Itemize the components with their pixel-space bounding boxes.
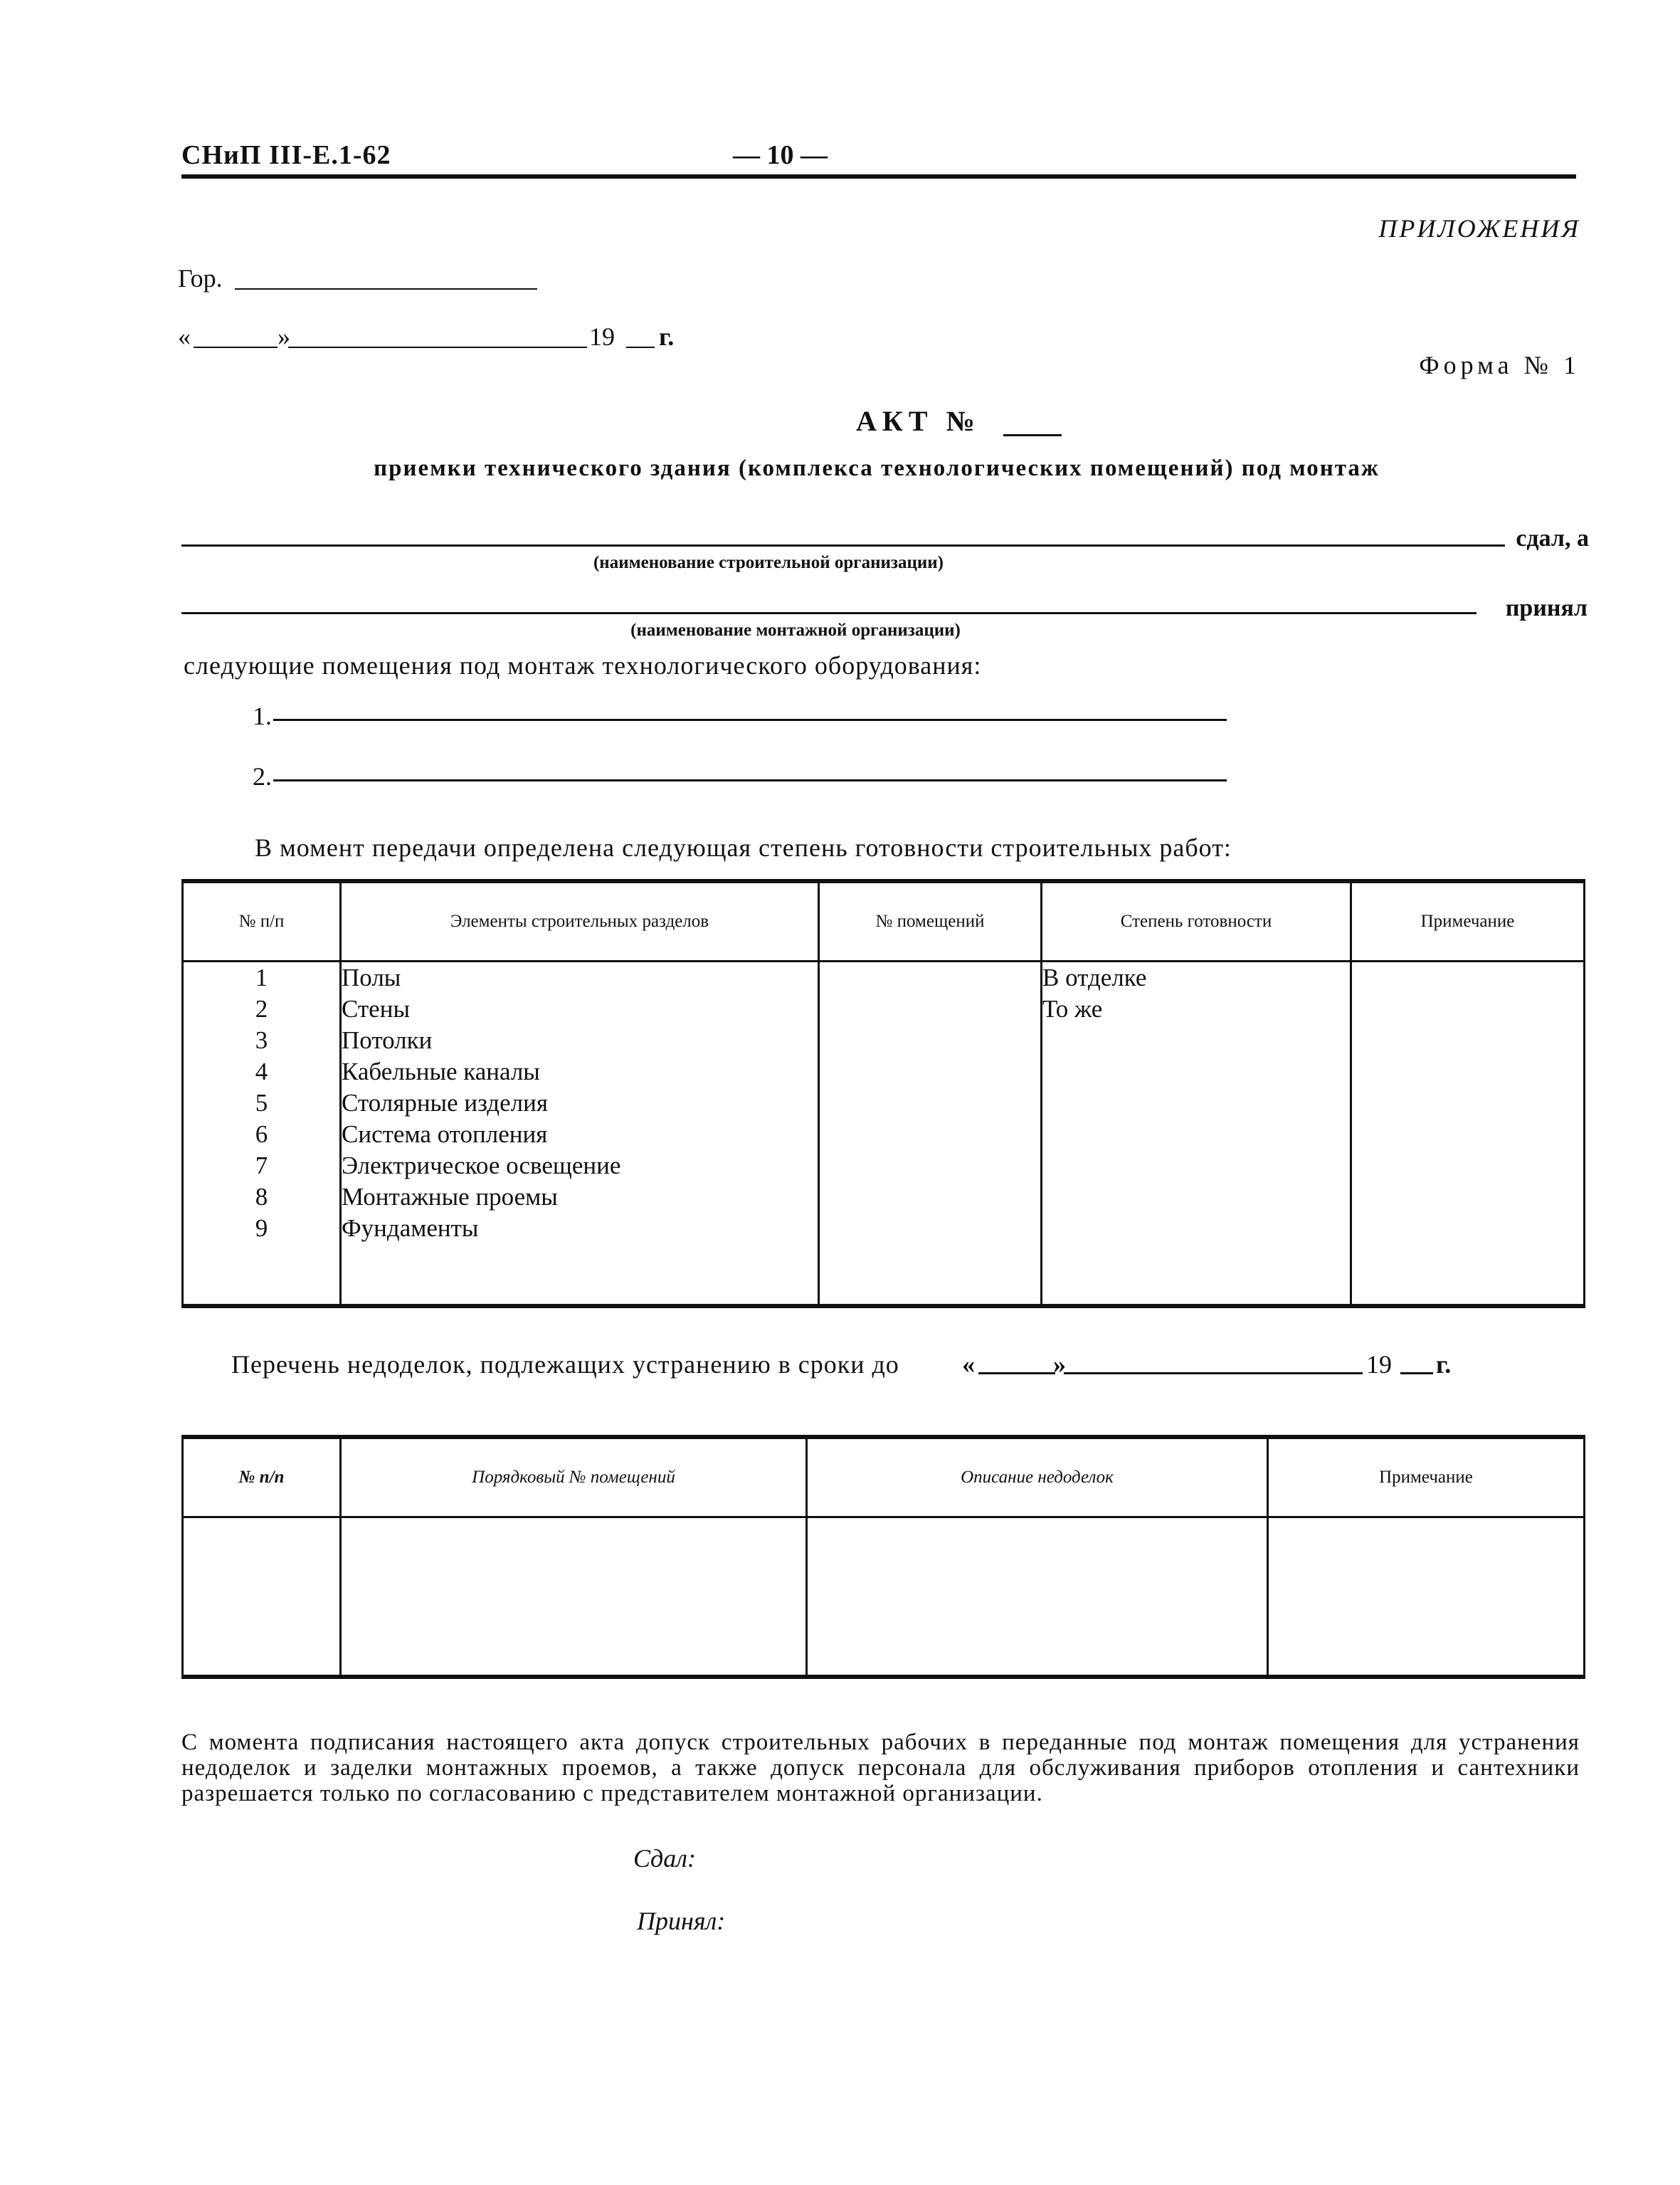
defects-table-body xyxy=(183,1517,1585,1678)
row-status: В отделке xyxy=(1042,964,1147,991)
act-number-line xyxy=(1003,434,1062,436)
row-number: 1 xyxy=(255,964,268,991)
defects-quote-close: » xyxy=(1053,1350,1066,1379)
construction-org-line xyxy=(181,544,1505,547)
row-element: Фундаменты xyxy=(342,1214,479,1242)
header-elements: Элементы строительных разделов xyxy=(341,881,819,962)
date-quote-close: » xyxy=(278,322,290,351)
row-element: Столярные изделия xyxy=(342,1089,548,1117)
form-number: Форма № 1 xyxy=(1419,351,1580,379)
accepted-label: принял xyxy=(1505,595,1587,621)
city-fill-line xyxy=(235,288,537,290)
appendix-label: ПРИЛОЖЕНИЯ xyxy=(1378,214,1580,243)
handed-signature-label: Сдал: xyxy=(633,1844,696,1873)
room-number-column xyxy=(819,962,1042,1307)
act-title: АКТ № xyxy=(856,405,981,437)
row-number: 2 xyxy=(255,995,268,1023)
row-element: Кабельные каналы xyxy=(342,1058,540,1085)
date-year-suffix: г. xyxy=(659,322,675,351)
defects-year-line xyxy=(1400,1372,1433,1374)
page-number: — 10 — xyxy=(733,140,828,170)
readiness-table xyxy=(181,879,1585,1308)
defect-room-cell xyxy=(341,1517,807,1678)
premises-item-1-label: 1. xyxy=(253,702,272,730)
act-subtitle: приемки технического здания (комплекса технологических помещений) под монтаж xyxy=(374,456,1380,481)
readiness-column xyxy=(1042,962,1351,1307)
defects-year-suffix: г. xyxy=(1436,1350,1452,1379)
premises-item-1-line xyxy=(273,719,1227,721)
date-day-line xyxy=(194,347,278,348)
row-number: 9 xyxy=(255,1214,268,1242)
defect-note-cell xyxy=(1268,1517,1585,1678)
row-number: 7 xyxy=(255,1152,268,1179)
premises-item-2-line xyxy=(273,779,1227,781)
row-number: 4 xyxy=(255,1058,268,1085)
row-element: Система отопления xyxy=(342,1120,548,1148)
note-column xyxy=(1351,962,1585,1307)
readiness-table-header xyxy=(183,881,1585,962)
header-number: № п/п xyxy=(183,1437,341,1517)
header-note: Примечание xyxy=(1351,881,1585,962)
header-note: Примечание xyxy=(1268,1437,1585,1517)
construction-org-caption: (наименование строительной организации) xyxy=(593,553,944,572)
city-label: Гор. xyxy=(178,264,223,293)
header-number: № п/п xyxy=(183,881,341,962)
defect-number-cell xyxy=(183,1517,341,1678)
following-premises-text: следующие помещения под монтаж технологического оборудования: xyxy=(184,651,982,680)
defects-month-line xyxy=(1064,1372,1363,1374)
date-quote-open: « xyxy=(178,322,191,351)
defects-quote-open: « xyxy=(962,1350,975,1379)
row-element: Электрическое освещение xyxy=(342,1152,621,1179)
defects-text: Перечень недоделок, подлежащих устранению в сроки до xyxy=(231,1350,899,1379)
header-readiness: Степень готовности xyxy=(1042,881,1351,962)
number-column xyxy=(183,962,341,1307)
readiness-table-body xyxy=(183,962,1585,1307)
row-number: 3 xyxy=(255,1026,268,1054)
date-month-line xyxy=(288,347,587,348)
access-paragraph: С момента подписания настоящего акта допуск строительных рабочих в переданные под монтаж помещения для устранения недоделок и заделки монтажных проемов, а также допуск персонала для обслуживания приборов отопления и сантехники разрешается только по согласованию с представителем монтажной организации. xyxy=(181,1729,1580,1806)
accepted-signature-label: Принял: xyxy=(637,1907,726,1935)
defects-year-prefix: 19 xyxy=(1366,1350,1392,1379)
row-element: Потолки xyxy=(342,1026,433,1054)
row-number: 5 xyxy=(255,1089,268,1117)
defects-table xyxy=(181,1435,1585,1679)
elements-column xyxy=(341,962,819,1307)
row-number: 8 xyxy=(255,1183,268,1211)
row-status: То же xyxy=(1042,995,1103,1023)
defects-day-line xyxy=(978,1372,1055,1374)
defects-table-header xyxy=(183,1437,1585,1517)
date-year-prefix: 19 xyxy=(589,322,615,351)
row-element: Стены xyxy=(342,995,410,1023)
row-element: Полы xyxy=(342,964,401,991)
header-room-number: № помещений xyxy=(819,881,1042,962)
row-number: 6 xyxy=(255,1120,268,1148)
header-rule xyxy=(181,174,1576,179)
readiness-text: В момент передачи определена следующая степень готовности строительных работ: xyxy=(255,833,1232,862)
premises-item-2-label: 2. xyxy=(253,762,272,791)
row-element: Монтажные проемы xyxy=(342,1183,558,1211)
installation-org-caption: (наименование монтажной организации) xyxy=(630,621,961,640)
header-defect-description: Описание недоделок xyxy=(807,1437,1268,1517)
installation-org-line xyxy=(181,612,1476,614)
defect-description-cell xyxy=(807,1517,1268,1678)
handed-over-label: сдал, а xyxy=(1516,525,1589,552)
header-room-order: Порядковый № помещений xyxy=(341,1437,807,1517)
date-year-line xyxy=(626,347,655,348)
document-code: СНиП III-Е.1-62 xyxy=(181,140,391,170)
